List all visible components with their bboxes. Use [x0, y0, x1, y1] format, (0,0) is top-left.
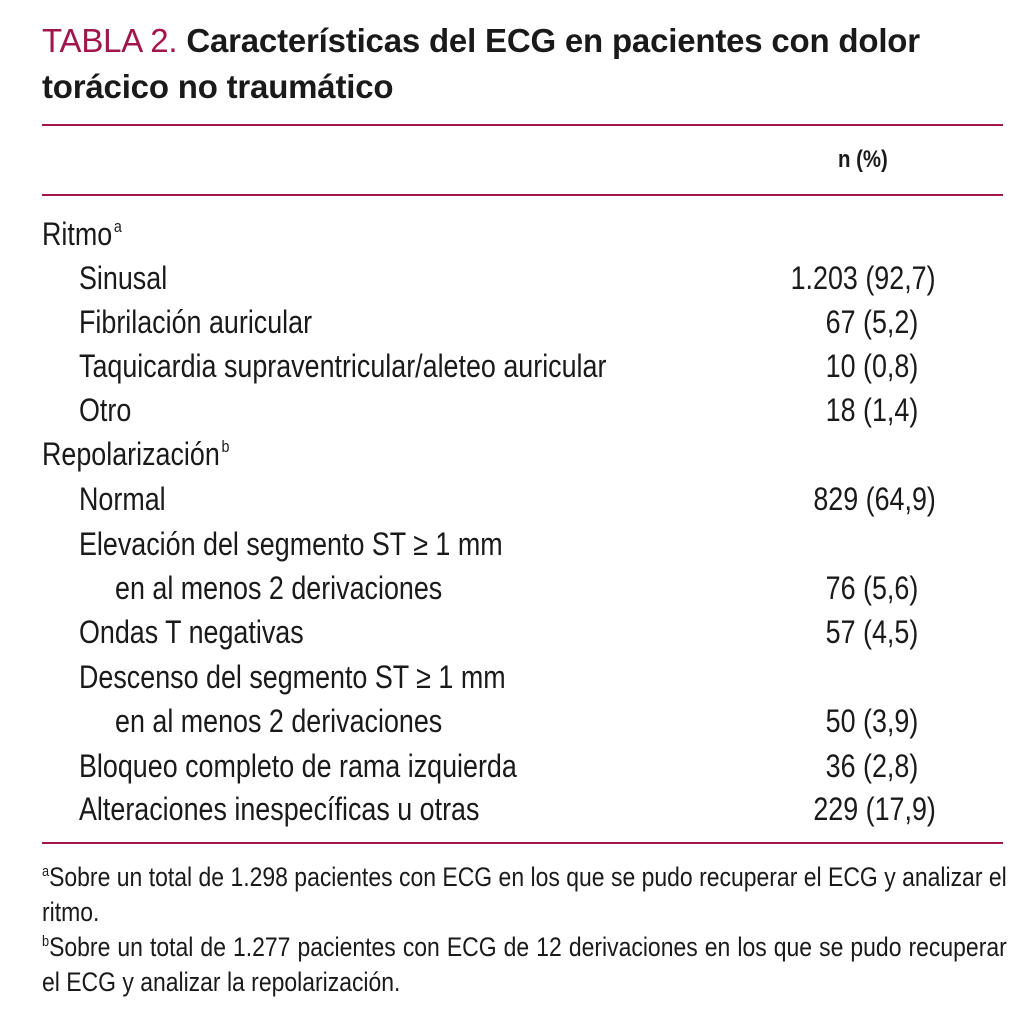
bottom-rule	[42, 842, 1003, 844]
row-value: 57 (4,5)	[825, 614, 918, 650]
row-label: Bloqueo completo de rama izquierda	[79, 748, 517, 784]
table-row	[0, 655, 1012, 699]
header-rule	[42, 194, 1003, 196]
row-label: Sinusal	[79, 260, 168, 296]
table-number: TABLA 2.	[42, 22, 178, 59]
footnotes	[42, 860, 1007, 1000]
table-caption: Características del ECG en pacientes con dolor torácico no traumático	[42, 22, 920, 105]
row-value: 18 (1,4)	[825, 392, 918, 428]
row-label: Descenso del segmento ST ≥ 1 mm	[79, 659, 506, 695]
table-row	[0, 610, 1012, 654]
table-row	[0, 522, 1012, 566]
row-label: Ondas T negativas	[79, 614, 304, 650]
table-row	[0, 477, 1012, 521]
row-value: 67 (5,2)	[825, 304, 918, 340]
row-value: 229 (17,9)	[813, 791, 936, 827]
table-row	[0, 744, 1012, 788]
table-row	[0, 787, 1012, 831]
top-rule	[42, 124, 1003, 126]
table-row	[0, 432, 1012, 476]
table-row	[0, 388, 1012, 432]
row-label: en al menos 2 derivaciones	[115, 703, 443, 739]
table-row	[0, 344, 1012, 388]
row-label: Ritmo$^a$	[42, 216, 122, 252]
row-label: en al menos 2 derivaciones	[115, 570, 443, 606]
row-value: 76 (5,6)	[825, 570, 918, 606]
table-row	[0, 300, 1012, 344]
row-label: Fibrilación auricular	[79, 304, 313, 340]
table-row	[0, 256, 1012, 300]
row-value: 36 (2,8)	[825, 748, 918, 784]
row-label: Alteraciones inespecíficas u otras	[79, 791, 480, 827]
row-label: Normal	[79, 481, 166, 517]
row-value: 1.203 (92,7)	[791, 260, 936, 296]
row-label: Repolarización$^b$	[42, 436, 230, 472]
row-value: 10 (0,8)	[825, 348, 918, 384]
table-row	[0, 699, 1012, 743]
table-row	[0, 212, 1012, 256]
row-label: Elevación del segmento ST ≥ 1 mm	[79, 526, 503, 562]
table-title	[42, 18, 982, 110]
footnote-a: $^a$Sobre un total de 1.298 pacientes con ECG en los que se pudo recuperar el ECG y analizar el ritmo.	[42, 862, 1007, 927]
footnote-b: $^b$Sobre un total de 1.277 pacientes con ECG de 12 derivaciones en los que se pudo recuperar el ECG y analizar la repolarización.	[42, 932, 1007, 997]
row-label: Taquicardia supraventricular/aleteo auricular	[79, 348, 607, 384]
row-label: Otro	[79, 392, 132, 428]
row-value: 829 (64,9)	[813, 481, 936, 517]
column-header: n (%)	[838, 146, 888, 173]
table-row	[0, 566, 1012, 610]
row-value: 50 (3,9)	[825, 703, 918, 739]
